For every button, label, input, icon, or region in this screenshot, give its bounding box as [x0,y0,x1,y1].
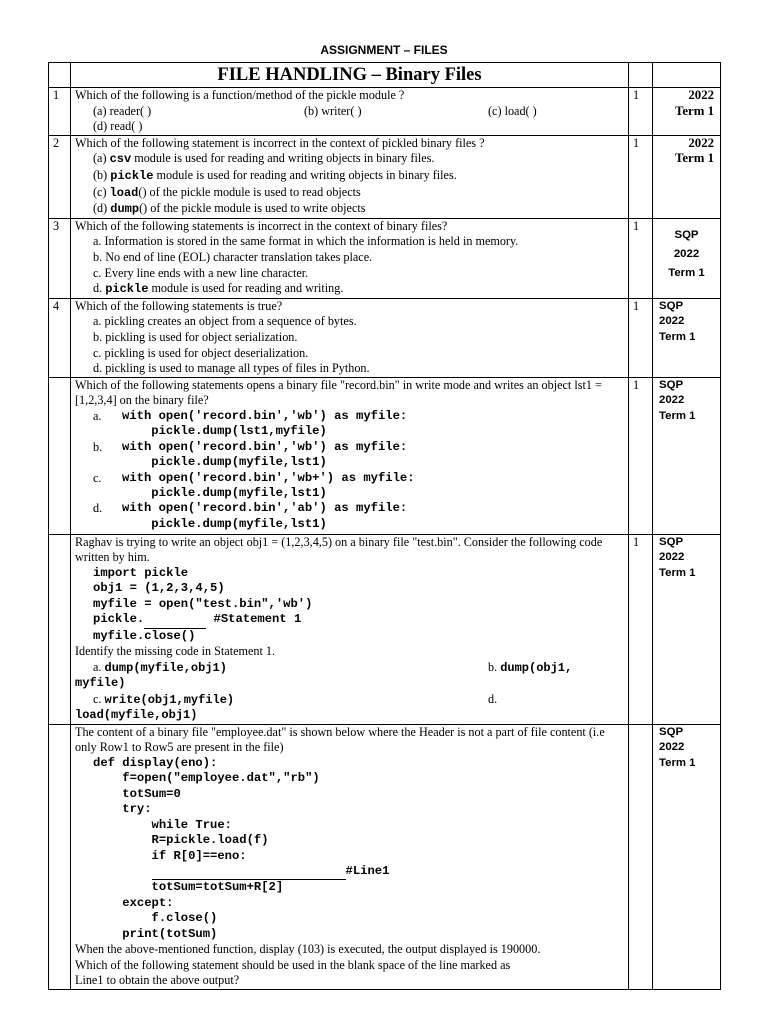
code-line: pickle.dump(lst1,myfile) [122,424,327,439]
code-line: while True: [93,817,232,832]
code-line: R=pickle.load(f) [93,833,269,848]
source-term: Term 1 [675,151,714,166]
source-label: SQP [659,378,684,391]
code-line: with open('record.bin','wb') as myfile: [122,408,408,423]
question-footer: When the above-mentioned function, display (103) is executed, the output displayed is 190000. [75,941,541,956]
answer-blank [144,612,206,628]
question-text: Which of the following statements is incorrect in the context of binary files? [75,218,448,233]
page-header: ASSIGNMENT – FILES [320,43,448,57]
cell-empty [629,63,653,88]
source-term: Term 1 [659,566,696,579]
question-number: 3 [49,218,71,298]
option-c: (c) load() of the pickle module is used to read objects [93,184,361,200]
option-b: (b) writer( ) [304,103,362,118]
marks: 1 [629,135,653,218]
question-text: Which of the following is a function/method of the pickle module ? [75,88,405,102]
source [653,218,721,298]
source [653,135,721,218]
source-label: SQP [659,299,684,312]
question-body [71,298,629,377]
option-label: c. [93,470,102,485]
source [653,377,721,534]
marks: 1 [629,298,653,377]
title-row [49,63,721,88]
code-line: pickle.dump(myfile,lst1) [122,455,327,470]
code-line: def display(eno): [93,756,218,771]
option-b: (b) pickle module is used for reading and writing objects in binary files. [93,167,457,183]
question-row [49,298,721,377]
option-d: d. [488,691,498,706]
option-b: b. No end of line (EOL) character translation takes place. [93,249,373,264]
source-year: 2022 [659,551,685,564]
code-line: myfile = open("test.bin",'wb') [93,596,313,611]
option-d: d. pickle module is used for reading and writing. [93,281,344,297]
code-line: with open('record.bin','wb+') as myfile: [122,470,415,485]
option-d: d. pickling is used to manage all types of files in Python. [93,361,370,376]
code-line: pickle.dump(myfile,lst1) [122,485,327,500]
source-year: 2022 [673,247,700,260]
source-year: 2022 [659,394,685,407]
option-d: (d) read( ) [93,119,143,134]
option-label: d. [93,501,103,516]
option-c [75,471,624,502]
code-line: #Line1 [75,864,624,880]
question-footer: Line1 to obtain the above output? [75,973,240,988]
source [653,88,721,136]
question-body [71,377,629,534]
code-line: f=open("employee.dat","rb") [93,771,320,786]
question-row [49,724,721,989]
source-label: SQP [674,228,699,241]
cell-empty [49,63,71,88]
source-term: Term 1 [659,409,696,422]
source-term: Term 1 [675,103,714,118]
code-line: if R[0]==eno: [93,848,247,863]
question-text: The content of a binary file "employee.dat" is shown below where the Header is not a part of file content (i.e only Row1 to Row5 are present in the file) [75,724,605,755]
code-line: print(totSum) [93,926,218,941]
question-body [71,218,629,298]
source-year: 2022 [659,741,685,754]
question-row [49,534,721,724]
code-line: import pickle [93,565,189,580]
marks: 1 [629,534,653,724]
questions-table [48,62,721,990]
source [653,724,721,989]
marks: 1 [629,218,653,298]
question-body [71,534,629,724]
code-line: totSum=totSum+R[2] [93,880,284,895]
option-d [75,501,624,532]
answer-blank [152,864,346,880]
question-text: Which of the following statements is true? [75,298,283,313]
source [653,534,721,724]
code-line: pickle.dump(myfile,lst1) [122,516,327,531]
question-text: Which of the following statements opens a binary file "record.bin" in write mode and writes an object lst1 = [1,2,3,4] on the binary file? [75,377,602,408]
code-line: with open('record.bin','ab') as myfile: [122,501,408,516]
option-a: (a) csv module is used for reading and writing objects in binary files. [93,151,435,167]
option-b: b. dump(obj1, [488,659,573,675]
option-c: c. Every line ends with a new line character. [93,265,309,280]
option-a: a. Information is stored in the same format in which the information is held in memory. [93,234,519,249]
code-line: except: [93,895,174,910]
source-term: Term 1 [659,757,696,770]
option-a [75,409,624,440]
question-number [49,724,71,989]
option-d: (d) dump() of the pickle module is used to write objects [93,201,366,217]
source [653,298,721,377]
question-body [71,724,629,989]
question-row [49,377,721,534]
question-row [49,218,721,298]
question-number: 2 [49,135,71,218]
question-text: Which of the following statement is incorrect in the context of pickled binary files ? [75,135,485,150]
question-body [71,88,629,136]
question-number: 4 [49,298,71,377]
option-a: a. dump(myfile,obj1) [93,659,227,675]
question-number [49,377,71,534]
question-row [49,88,721,136]
source-label: SQP [659,535,684,548]
option-c: c. write(obj1,myfile) [93,691,235,707]
marks [629,724,653,989]
question-text: Raghav is trying to write an object obj1 = (1,2,3,4,5) on a binary file "test.bin". Consider the following code written by him. [75,534,603,565]
cell-empty [653,63,721,88]
code-line: try: [93,802,152,817]
options-row [75,660,624,677]
marks: 1 [629,377,653,534]
option-b: b. pickling is used for object serialization. [93,329,298,344]
marks: 1 [629,88,653,136]
option-b [75,440,624,471]
question-number [49,534,71,724]
option-label: a. [93,408,102,423]
option-a: (a) reader( ) [93,103,152,118]
option-c: (c) load( ) [488,103,537,118]
option-c: c. pickling is used for object deserialization. [93,345,309,360]
source-year: 2022 [688,135,714,150]
code-line: pickle. #Statement 1 [75,612,624,628]
question-row [49,135,721,218]
option-d-continued: load(myfile,obj1) [75,708,198,723]
question-number: 1 [49,88,71,136]
document-title: FILE HANDLING – Binary Files [71,63,629,88]
code-line: totSum=0 [93,786,181,801]
source-label: SQP [659,725,684,738]
question-body [71,135,629,218]
options-row [75,692,624,709]
source-term: Term 1 [659,330,696,343]
code-line: f.close() [93,911,218,926]
code-line: with open('record.bin','wb') as myfile: [122,439,408,454]
source-term: Term 1 [668,266,705,279]
option-a: a. pickling creates an object from a sequence of bytes. [93,314,357,329]
question-prompt: Identify the missing code in Statement 1. [75,643,276,658]
option-b-continued: myfile) [75,676,126,691]
code-line: myfile.close() [93,628,196,643]
code-line: obj1 = (1,2,3,4,5) [93,581,225,596]
option-label: b. [93,439,103,454]
options-row [75,104,624,120]
question-footer: Which of the following statement should be used in the blank space of the line marked as [75,957,511,972]
source-year: 2022 [659,315,685,328]
source-year: 2022 [688,88,714,102]
